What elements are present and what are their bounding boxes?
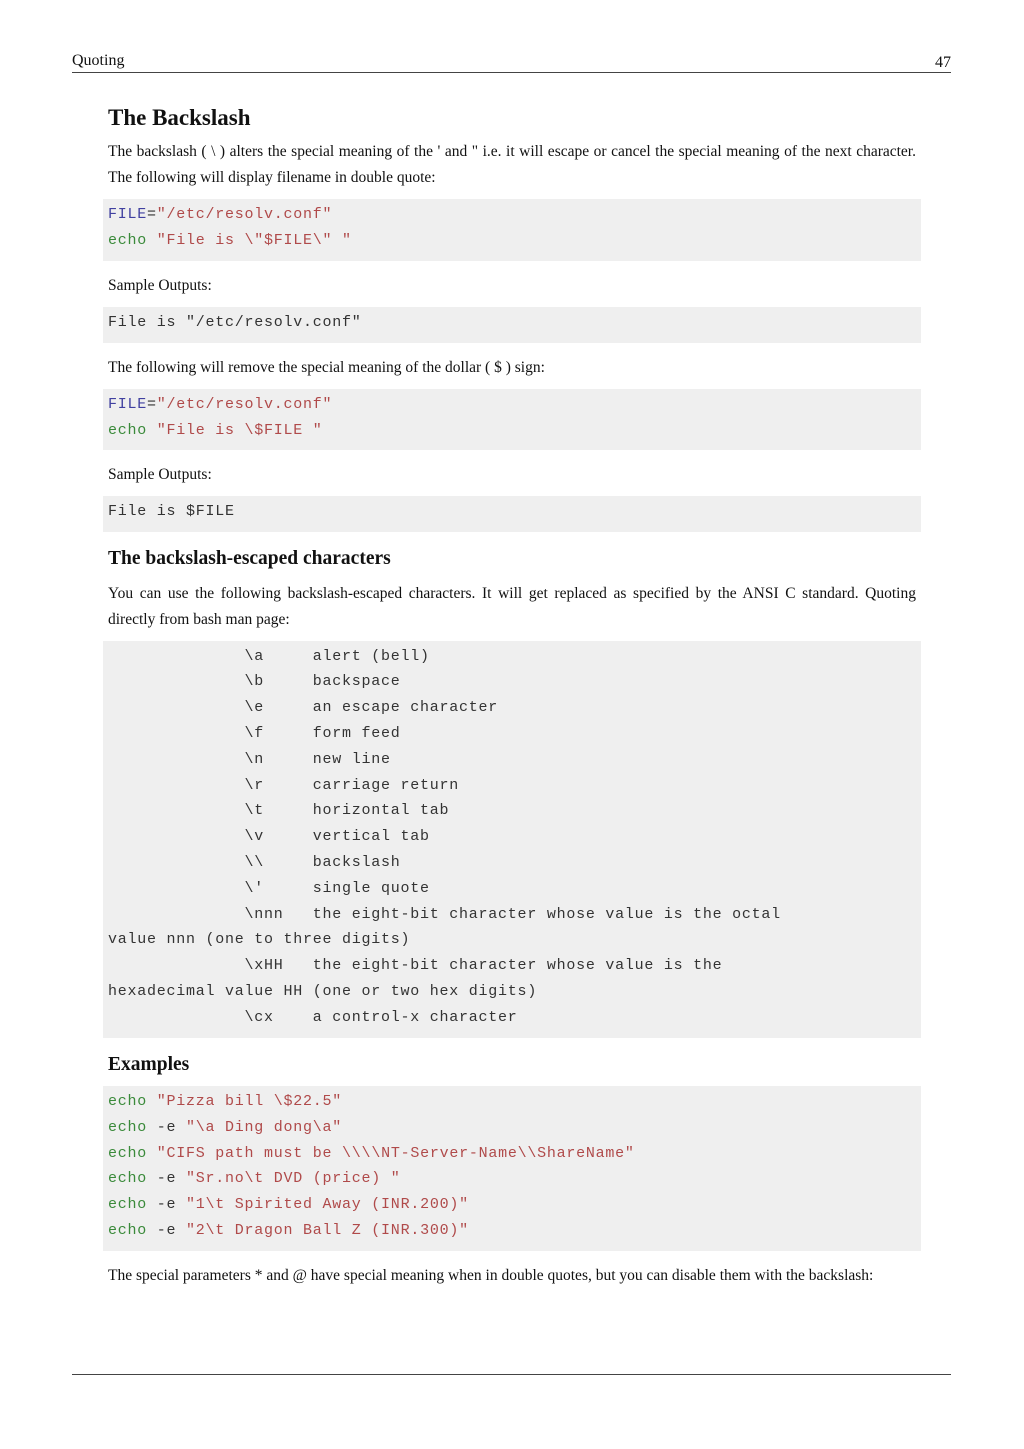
paragraph-dollar-sign: The following will remove the special meaning of the dollar ( $ ) sign:: [108, 358, 545, 376]
code-line: [108, 392, 916, 418]
code-line: [108, 644, 916, 670]
page-content: [103, 100, 921, 1297]
page-number: 47: [935, 54, 951, 71]
code-line: [108, 418, 916, 444]
code-line: [108, 773, 916, 799]
code-token-plain: \a alert (bell): [108, 647, 430, 665]
section-heading-escaped-characters: The backslash-escaped characters: [108, 548, 391, 570]
code-line: [108, 902, 916, 928]
code-line: [108, 228, 916, 254]
code-token-kw: echo: [108, 232, 148, 250]
code-token-var: FILE: [108, 206, 148, 224]
code-line: [108, 747, 916, 773]
code-token-kw: echo: [108, 1093, 148, 1111]
code-token-kw: echo: [108, 1118, 148, 1136]
code-token-str: "Pizza bill \$22.5": [156, 1093, 343, 1111]
code-line: [108, 721, 916, 747]
running-header: [72, 52, 951, 73]
code-token-plain: =: [147, 395, 157, 413]
code-token-plain: =: [147, 206, 157, 224]
code-token-str: "File is \$FILE ": [156, 421, 323, 439]
code-token-plain: [147, 1145, 157, 1162]
paragraph-escaped-intro: You can use the following backslash-escaped characters. It will get replaced as specified by the ANSI C standard. Quoting directly from bash man page:: [108, 584, 916, 628]
code-token-plain: \b backspace: [108, 673, 401, 691]
code-token-plain: \cx a control-x character: [108, 1008, 518, 1026]
code-token-plain: \f form feed: [108, 725, 401, 743]
code-token-plain: -e: [147, 1222, 187, 1239]
code-token-kw: echo: [108, 1222, 148, 1239]
code-line: [108, 979, 916, 1005]
code-token-plain: \t horizontal tab: [108, 802, 450, 820]
code-token-plain: [147, 232, 157, 249]
code-token-plain: [147, 1093, 157, 1110]
code-token-str: "Sr.no\t DVD (price) ": [186, 1170, 401, 1188]
code-token-plain: \v vertical tab: [108, 828, 430, 846]
sample-outputs-label: Sample Outputs:: [108, 277, 212, 295]
code-line: [108, 499, 916, 525]
code-token-plain: \e an escape character: [108, 699, 499, 717]
chapter-title: Quoting: [72, 52, 125, 69]
code-token-plain: \n new line: [108, 750, 391, 768]
escape-characters-table[interactable]: [103, 641, 921, 1038]
output-block-dollar-sign[interactable]: [103, 496, 921, 532]
code-line: [108, 1115, 916, 1141]
code-token-str: "2\t Dragon Ball Z (INR.300)": [186, 1222, 469, 1239]
code-line: [108, 824, 916, 850]
code-token-var: FILE: [108, 395, 148, 413]
code-block-dollar-sign[interactable]: [103, 389, 921, 451]
code-token-kw: echo: [108, 1170, 148, 1188]
code-token-str: "1\t Spirited Away (INR.200)": [186, 1196, 469, 1214]
paragraph-special-parameters: The special parameters * and @ have special meaning when in double quotes, but you can disable them with the backslash:: [108, 1266, 874, 1284]
code-line: [108, 1166, 916, 1192]
code-token-plain: [147, 422, 157, 439]
code-line: [108, 695, 916, 721]
code-token-plain: \nnn the eight-bit character whose value is the octal: [108, 905, 781, 923]
code-line: [108, 202, 916, 228]
code-line: [108, 669, 916, 695]
code-line: [108, 1089, 916, 1115]
code-line: [108, 310, 916, 336]
code-token-plain: -e: [147, 1170, 187, 1188]
section-heading-examples: Examples: [108, 1053, 190, 1075]
code-token-str: "CIFS path must be \\\\NT-Server-Name\\ShareName": [156, 1144, 635, 1162]
code-token-plain: value nnn (one to three digits): [108, 931, 411, 949]
code-token-plain: \r carriage return: [108, 776, 460, 794]
code-line: [108, 1218, 916, 1244]
code-token-plain: File is "/etc/resolv.conf": [108, 314, 362, 332]
code-line: [108, 927, 916, 953]
code-line: [108, 1005, 916, 1031]
code-token-kw: echo: [108, 1144, 148, 1162]
code-token-kw: echo: [108, 421, 148, 439]
footer-rule: [72, 1374, 951, 1375]
code-token-plain: hexadecimal value HH (one or two hex digits): [108, 983, 538, 1000]
code-token-plain: \xHH the eight-bit character whose value is the: [108, 957, 723, 975]
code-block-examples[interactable]: [103, 1086, 921, 1251]
code-token-str: "/etc/resolv.conf": [156, 206, 333, 224]
code-line: [108, 876, 916, 902]
code-block-double-quote[interactable]: [103, 199, 921, 261]
section-heading-backslash: The Backslash: [108, 105, 251, 130]
code-line: [108, 850, 916, 876]
code-token-plain: \\ backslash: [108, 854, 401, 872]
code-line: [108, 798, 916, 824]
code-token-plain: File is $FILE: [108, 503, 235, 521]
code-token-kw: echo: [108, 1196, 148, 1214]
code-token-plain: \' single quote: [108, 879, 430, 897]
code-token-plain: -e: [147, 1118, 187, 1136]
code-token-plain: -e: [147, 1196, 187, 1214]
code-line: [108, 1141, 916, 1167]
code-token-str: "\a Ding dong\a": [186, 1118, 343, 1136]
code-token-str: "File is \"$FILE\" ": [156, 232, 352, 250]
output-block-double-quote[interactable]: [103, 307, 921, 343]
code-token-str: "/etc/resolv.conf": [156, 395, 333, 413]
code-line: [108, 1192, 916, 1218]
paragraph-backslash-intro: The backslash ( \ ) alters the special meaning of the ' and " i.e. it will escape or cancel the special meaning of the next character. The following will display filename in double quote:: [108, 143, 916, 187]
sample-outputs-label: Sample Outputs:: [108, 466, 212, 484]
code-line: [108, 953, 916, 979]
